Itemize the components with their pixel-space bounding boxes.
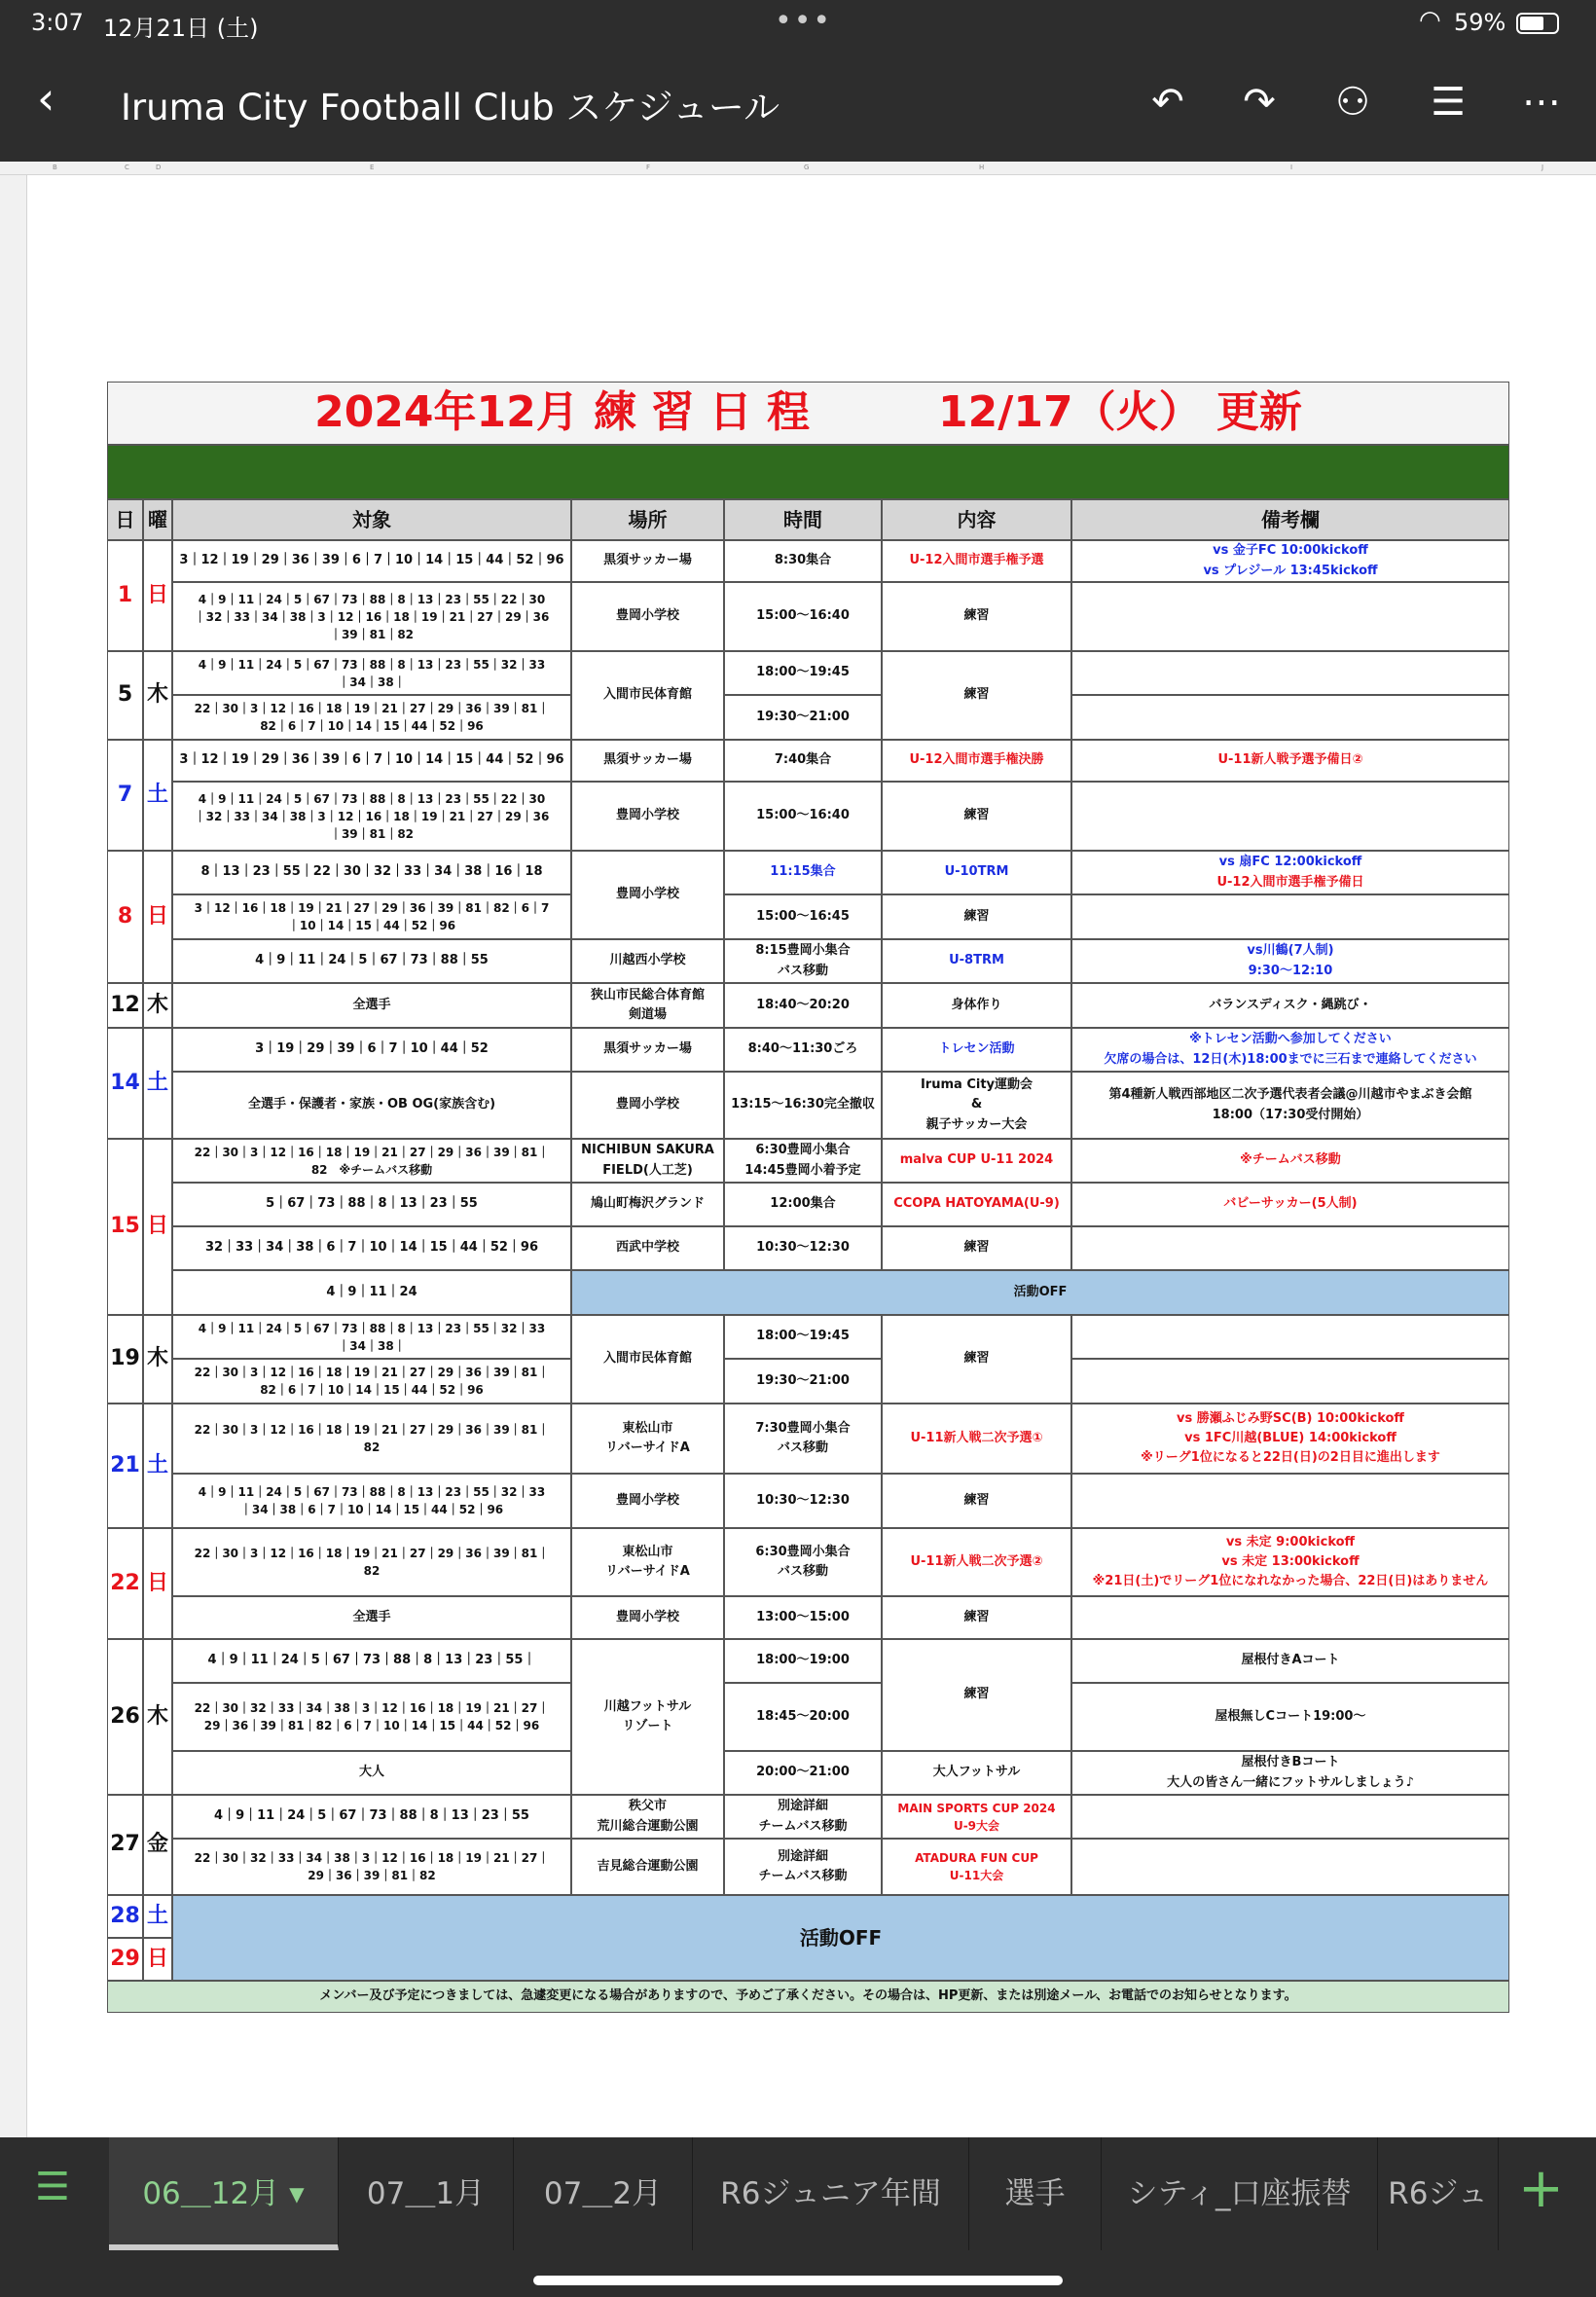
day-number: 12 bbox=[107, 983, 143, 1028]
notes-cell: vs 金子FC 10:00kickoff vs プレジール 13:45kickoff bbox=[1071, 540, 1509, 582]
status-date: 12月21日 (土) bbox=[103, 15, 259, 42]
day-number: 15 bbox=[107, 1139, 143, 1315]
target-cell: 4｜9｜11｜24｜5｜67｜73｜88｜8｜13｜23｜55｜ bbox=[172, 1639, 571, 1683]
sheet-tab[interactable]: 07＿2月 bbox=[514, 2137, 693, 2250]
place-cell: 豊岡小学校 bbox=[571, 1072, 724, 1139]
notes-cell bbox=[1071, 782, 1509, 851]
day-number: 26 bbox=[107, 1639, 143, 1795]
col-header-place: 場所 bbox=[571, 499, 724, 540]
day-number: 21 bbox=[107, 1404, 143, 1528]
column-headers: B C D E F G H I J bbox=[0, 162, 1596, 175]
green-banner bbox=[107, 445, 1509, 499]
place-cell: 入間市民体育館 bbox=[571, 1315, 724, 1404]
notes-cell bbox=[1071, 582, 1509, 651]
notes-cell: 屋根付きAコート bbox=[1071, 1639, 1509, 1683]
content-cell: U-11新人戦二次予選② bbox=[882, 1528, 1071, 1596]
col-header-weekday: 曜 bbox=[143, 499, 172, 540]
target-cell: 4｜9｜11｜24｜5｜67｜73｜88｜55 bbox=[172, 939, 571, 983]
day-number: 19 bbox=[107, 1315, 143, 1404]
place-cell: 狭山市民総合体育館 剣道場 bbox=[571, 983, 724, 1028]
time-cell: 18:00〜19:00 bbox=[724, 1639, 882, 1683]
weekday: 日 bbox=[143, 540, 172, 651]
col-header-day: 日 bbox=[107, 499, 143, 540]
notes-cell: バビーサッカー(5人制) bbox=[1071, 1183, 1509, 1226]
content-cell: 大人フットサル bbox=[882, 1751, 1071, 1795]
content-cell: U-8TRM bbox=[882, 939, 1071, 983]
target-cell: 22｜30｜32｜33｜34｜38｜3｜12｜16｜18｜19｜21｜27｜ 29｜36｜39｜81｜82 bbox=[172, 1839, 571, 1895]
notes-cell: vs 勝瀬ふじみ野SC(B) 10:00kickoff vs 1FC川越(BLUE) 14:00kickoff ※リーグ1位になると22日(日)の2日目に進出します bbox=[1071, 1404, 1509, 1474]
col-header-target: 対象 bbox=[172, 499, 571, 540]
target-cell: 22｜30｜3｜12｜16｜18｜19｜21｜27｜29｜36｜39｜81｜ 82 ※チームバス移動 bbox=[172, 1139, 571, 1183]
target-cell: 4｜9｜11｜24｜5｜67｜73｜88｜8｜13｜23｜55｜32｜33 ｜34｜38｜ bbox=[172, 1315, 571, 1359]
notes-cell bbox=[1071, 695, 1509, 740]
content-cell: U-11新人戦二次予選① bbox=[882, 1404, 1071, 1474]
target-cell: 3｜12｜19｜29｜36｜39｜6｜7｜10｜14｜15｜44｜52｜96 bbox=[172, 540, 571, 582]
notes-cell: vs 扇FC 12:00kickoff U-12入間市選手権予備日 bbox=[1071, 851, 1509, 894]
content-cell: 練習 bbox=[882, 582, 1071, 651]
target-cell: 4｜9｜11｜24 bbox=[172, 1270, 571, 1315]
content-cell: 練習 bbox=[882, 651, 1071, 740]
content-cell: 身体作り bbox=[882, 983, 1071, 1028]
day-number: 14 bbox=[107, 1028, 143, 1139]
weekday: 日 bbox=[143, 1528, 172, 1639]
content-cell: 練習 bbox=[882, 782, 1071, 851]
content-cell: 練習 bbox=[882, 1226, 1071, 1270]
day-number: 28 bbox=[107, 1895, 143, 1938]
day-number: 22 bbox=[107, 1528, 143, 1639]
notes-cell: U-11新人戦予選予備日② bbox=[1071, 740, 1509, 782]
notes-cell: vs 未定 9:00kickoff vs 未定 13:00kickoff ※21日(土)でリーグ1位になれなかった場合、22日(日)はありません bbox=[1071, 1528, 1509, 1596]
day-number: 1 bbox=[107, 540, 143, 651]
sheet-tab[interactable]: 07＿1月 bbox=[339, 2137, 514, 2250]
time-cell: 11:15集合 bbox=[724, 851, 882, 894]
sheet-tab[interactable]: シティ_口座振替 bbox=[1102, 2137, 1378, 2250]
content-cell: ATADURA FUN CUP U-11大会 bbox=[882, 1839, 1071, 1895]
app-toolbar bbox=[0, 49, 1596, 162]
weekday: 土 bbox=[143, 1028, 172, 1139]
target-cell: 22｜30｜3｜12｜16｜18｜19｜21｜27｜29｜36｜39｜81｜ 82 bbox=[172, 1528, 571, 1596]
footer-note: メンバー及び予定につきましては、急遽変更になる場合がありますので、予めご了承ください。その場合は、HP更新、または別途メール、お電話でのお知らせとなります。 bbox=[107, 1981, 1509, 2013]
place-cell: 黒須サッカー場 bbox=[571, 540, 724, 582]
sheet-list-menu-icon[interactable]: ☰ bbox=[35, 2165, 70, 2209]
time-cell: 18:40〜20:20 bbox=[724, 983, 882, 1028]
notes-cell bbox=[1071, 1315, 1509, 1359]
target-cell: 4｜9｜11｜24｜5｜67｜73｜88｜8｜13｜23｜55 bbox=[172, 1795, 571, 1839]
day-number: 7 bbox=[107, 740, 143, 851]
target-cell: 3｜12｜16｜18｜19｜21｜27｜29｜36｜39｜81｜82｜6｜7 ｜10｜14｜15｜44｜52｜96 bbox=[172, 894, 571, 939]
target-cell: 3｜19｜29｜39｜6｜7｜10｜44｜52 bbox=[172, 1028, 571, 1072]
place-cell: 黒須サッカー場 bbox=[571, 740, 724, 782]
notes-cell bbox=[1071, 651, 1509, 695]
notes-cell: vs川鶴(7人制) 9:30〜12:10 bbox=[1071, 939, 1509, 983]
time-cell: 15:00〜16:40 bbox=[724, 582, 882, 651]
target-cell: 4｜9｜11｜24｜5｜67｜73｜88｜8｜13｜23｜55｜22｜30 ｜32｜33｜34｜38｜3｜12｜16｜18｜19｜21｜27｜29｜36 ｜39｜81｜82 bbox=[172, 782, 571, 851]
status-time: 3:07 bbox=[31, 9, 84, 36]
place-cell: 吉見総合運動公園 bbox=[571, 1839, 724, 1895]
content-cell: 練習 bbox=[882, 1639, 1071, 1751]
target-cell: 大人 bbox=[172, 1751, 571, 1795]
notes-cell bbox=[1071, 1474, 1509, 1528]
weekday: 土 bbox=[143, 740, 172, 851]
weekday: 木 bbox=[143, 1315, 172, 1404]
col-header-time: 時間 bbox=[724, 499, 882, 540]
weekday: 木 bbox=[143, 651, 172, 740]
notes-cell: 屋根付きBコート 大人の皆さん一緒にフットサルしましょう♪ bbox=[1071, 1751, 1509, 1795]
target-cell: 22｜30｜32｜33｜34｜38｜3｜12｜16｜18｜19｜21｜27｜ 29｜36｜39｜81｜82｜6｜7｜10｜14｜15｜44｜52｜96 bbox=[172, 1683, 571, 1751]
time-cell: 8:15豊岡小集合 バス移動 bbox=[724, 939, 882, 983]
notes-cell bbox=[1071, 1839, 1509, 1895]
time-cell: 18:45〜20:00 bbox=[724, 1683, 882, 1751]
time-cell: 8:40〜11:30ごろ bbox=[724, 1028, 882, 1072]
place-cell: 豊岡小学校 bbox=[571, 851, 724, 939]
weekday: 日 bbox=[143, 1139, 172, 1315]
weekday: 木 bbox=[143, 983, 172, 1028]
time-cell: 15:00〜16:40 bbox=[724, 782, 882, 851]
weekday: 金 bbox=[143, 1795, 172, 1895]
target-cell: 22｜30｜3｜12｜16｜18｜19｜21｜27｜29｜36｜39｜81｜ 82｜6｜7｜10｜14｜15｜44｜52｜96 bbox=[172, 695, 571, 740]
weekday: 土 bbox=[143, 1404, 172, 1528]
notes-cell: 屋根無しCコート19:00〜 bbox=[1071, 1683, 1509, 1751]
notes-cell bbox=[1071, 1359, 1509, 1404]
notes-cell: ※トレセン活動へ参加してください 欠席の場合は、12日(木)18:00までに三石まで連絡してください bbox=[1071, 1028, 1509, 1072]
weekday: 日 bbox=[143, 1938, 172, 1981]
content-cell: 練習 bbox=[882, 1596, 1071, 1639]
place-cell: 川越西小学校 bbox=[571, 939, 724, 983]
notes-cell: 第4種新人戦西部地区二次予選代表者会議@川越市やまぶき会館 18:00（17:30受付開始） bbox=[1071, 1072, 1509, 1139]
time-cell: 6:30豊岡小集合 バス移動 bbox=[724, 1528, 882, 1596]
notes-cell bbox=[1071, 894, 1509, 939]
content-cell: CCOPA HATOYAMA(U-9) bbox=[882, 1183, 1071, 1226]
battery-icon bbox=[1516, 13, 1559, 34]
place-cell: 豊岡小学校 bbox=[571, 1474, 724, 1528]
target-cell: 4｜9｜11｜24｜5｜67｜73｜88｜8｜13｜23｜55｜32｜33 ｜34｜38｜ bbox=[172, 651, 571, 695]
content-cell: U-12入間市選手権決勝 bbox=[882, 740, 1071, 782]
col-header-content: 内容 bbox=[882, 499, 1071, 540]
place-cell: NICHIBUN SAKURA FIELD(人工芝) bbox=[571, 1139, 724, 1183]
time-cell: 10:30〜12:30 bbox=[724, 1474, 882, 1528]
notes-cell: バランスディスク・縄跳び・ bbox=[1071, 983, 1509, 1028]
wifi-icon: ◠ bbox=[1419, 6, 1441, 35]
time-cell: 13:00〜15:00 bbox=[724, 1596, 882, 1639]
place-cell: 西武中学校 bbox=[571, 1226, 724, 1270]
target-cell: 全選手・保護者・家族・OB OG(家族含む) bbox=[172, 1072, 571, 1139]
add-person-icon[interactable]: ⚇ bbox=[1335, 80, 1370, 125]
battery-percent: 59% bbox=[1454, 9, 1506, 36]
content-cell: 練習 bbox=[882, 1474, 1071, 1528]
time-cell: 別途詳細 チームバス移動 bbox=[724, 1795, 882, 1839]
col-header-notes: 備考欄 bbox=[1071, 499, 1509, 540]
target-cell: 32｜33｜34｜38｜6｜7｜10｜14｜15｜44｜52｜96 bbox=[172, 1226, 571, 1270]
time-cell: 8:30集合 bbox=[724, 540, 882, 582]
activity-off-band: 活動OFF bbox=[571, 1270, 1509, 1315]
content-cell: MAIN SPORTS CUP 2024 U-9大会 bbox=[882, 1795, 1071, 1839]
target-cell: 全選手 bbox=[172, 983, 571, 1028]
content-cell: Iruma City運動会 & 親子サッカー大会 bbox=[882, 1072, 1071, 1139]
notes-cell bbox=[1071, 1226, 1509, 1270]
place-cell: 豊岡小学校 bbox=[571, 582, 724, 651]
target-cell: 3｜12｜19｜29｜36｜39｜6｜7｜10｜14｜15｜44｜52｜96 bbox=[172, 740, 571, 782]
add-sheet-icon[interactable]: + bbox=[1518, 2157, 1564, 2220]
day-number: 29 bbox=[107, 1938, 143, 1981]
sheet-tab-active[interactable]: 06＿12月 ▾ bbox=[109, 2137, 339, 2250]
place-cell: 豊岡小学校 bbox=[571, 782, 724, 851]
notes-cell bbox=[1071, 1596, 1509, 1639]
time-cell: 18:00〜19:45 bbox=[724, 651, 882, 695]
day-number: 27 bbox=[107, 1795, 143, 1895]
schedule-title: 2024年12月 練 習 日 程 12/17（火） 更新 bbox=[107, 382, 1509, 445]
place-cell: 東松山市 リバーサイドA bbox=[571, 1528, 724, 1596]
time-cell: 12:00集合 bbox=[724, 1183, 882, 1226]
time-cell: 19:30〜21:00 bbox=[724, 1359, 882, 1404]
target-cell: 4｜9｜11｜24｜5｜67｜73｜88｜8｜13｜23｜55｜22｜30 ｜32｜33｜34｜38｜3｜12｜16｜18｜19｜21｜27｜29｜36 ｜39｜81｜82 bbox=[172, 582, 571, 651]
place-cell: 東松山市 リバーサイドA bbox=[571, 1404, 724, 1474]
place-cell: 黒須サッカー場 bbox=[571, 1028, 724, 1072]
home-indicator bbox=[533, 2276, 1063, 2285]
sheet-tab[interactable]: R6ジュ bbox=[1378, 2137, 1499, 2250]
place-cell: 入間市民体育館 bbox=[571, 651, 724, 740]
back-arrow-icon[interactable]: ‹ bbox=[37, 72, 55, 125]
day-number: 5 bbox=[107, 651, 143, 740]
activity-off-band: 活動OFF bbox=[172, 1895, 1509, 1981]
time-cell: 18:00〜19:45 bbox=[724, 1315, 882, 1359]
time-cell: 10:30〜12:30 bbox=[724, 1226, 882, 1270]
content-cell: 練習 bbox=[882, 894, 1071, 939]
place-cell: 鳩山町梅沢グランド bbox=[571, 1183, 724, 1226]
time-cell: 13:15〜16:30完全撤収 bbox=[724, 1072, 882, 1139]
target-cell: 22｜30｜3｜12｜16｜18｜19｜21｜27｜29｜36｜39｜81｜ 82｜6｜7｜10｜14｜15｜44｜52｜96 bbox=[172, 1359, 571, 1404]
notes-cell: ※チームバス移動 bbox=[1071, 1139, 1509, 1183]
sheet-tab[interactable]: 選手 bbox=[969, 2137, 1102, 2250]
target-cell: 4｜9｜11｜24｜5｜67｜73｜88｜8｜13｜23｜55｜32｜33 ｜34｜38｜6｜7｜10｜14｜15｜44｜52｜96 bbox=[172, 1474, 571, 1528]
tab-dropdown-icon[interactable]: ▾ bbox=[289, 2176, 305, 2211]
notes-cell bbox=[1071, 1795, 1509, 1839]
weekday: 土 bbox=[143, 1895, 172, 1938]
spreadsheet-canvas[interactable] bbox=[0, 162, 1596, 2137]
content-cell: 練習 bbox=[882, 1315, 1071, 1404]
undo-icon[interactable]: ↶ bbox=[1151, 80, 1184, 125]
document-title: Iruma City Football Club スケジュール bbox=[121, 87, 780, 128]
target-cell: 8｜13｜23｜55｜22｜30｜32｜33｜34｜38｜16｜18 bbox=[172, 851, 571, 894]
content-cell: U-12入間市選手権予選 bbox=[882, 540, 1071, 582]
time-cell: 19:30〜21:00 bbox=[724, 695, 882, 740]
place-cell: 秩父市 荒川総合運動公園 bbox=[571, 1795, 724, 1839]
time-cell: 20:00〜21:00 bbox=[724, 1751, 882, 1795]
time-cell: 7:30豊岡小集合 バス移動 bbox=[724, 1404, 882, 1474]
more-options-icon[interactable]: ⋯ bbox=[1522, 80, 1561, 125]
content-cell: トレセン活動 bbox=[882, 1028, 1071, 1072]
comment-icon[interactable]: ☰ bbox=[1431, 80, 1466, 125]
place-cell: 川越フットサル リゾート bbox=[571, 1639, 724, 1795]
content-cell: U-10TRM bbox=[882, 851, 1071, 894]
day-number: 8 bbox=[107, 851, 143, 983]
row-headers bbox=[0, 175, 27, 2137]
time-cell: 別途詳細 チームバス移動 bbox=[724, 1839, 882, 1895]
schedule-table bbox=[107, 382, 1509, 2013]
content-cell: malva CUP U-11 2024 bbox=[882, 1139, 1071, 1183]
target-cell: 5｜67｜73｜88｜8｜13｜23｜55 bbox=[172, 1183, 571, 1226]
time-cell: 15:00〜16:45 bbox=[724, 894, 882, 939]
weekday: 木 bbox=[143, 1639, 172, 1795]
target-cell: 全選手 bbox=[172, 1596, 571, 1639]
sheet-tab[interactable]: R6ジュニア年間 bbox=[693, 2137, 969, 2250]
place-cell: 豊岡小学校 bbox=[571, 1596, 724, 1639]
status-bar bbox=[0, 0, 1596, 49]
multitask-dots-icon[interactable]: ••• bbox=[775, 4, 833, 38]
weekday: 日 bbox=[143, 851, 172, 983]
redo-icon[interactable]: ↷ bbox=[1243, 80, 1276, 125]
time-cell: 7:40集合 bbox=[724, 740, 882, 782]
target-cell: 22｜30｜3｜12｜16｜18｜19｜21｜27｜29｜36｜39｜81｜ 82 bbox=[172, 1404, 571, 1474]
time-cell: 6:30豊岡小集合 14:45豊岡小着予定 bbox=[724, 1139, 882, 1183]
sheet-tab-bar bbox=[0, 2137, 1596, 2297]
